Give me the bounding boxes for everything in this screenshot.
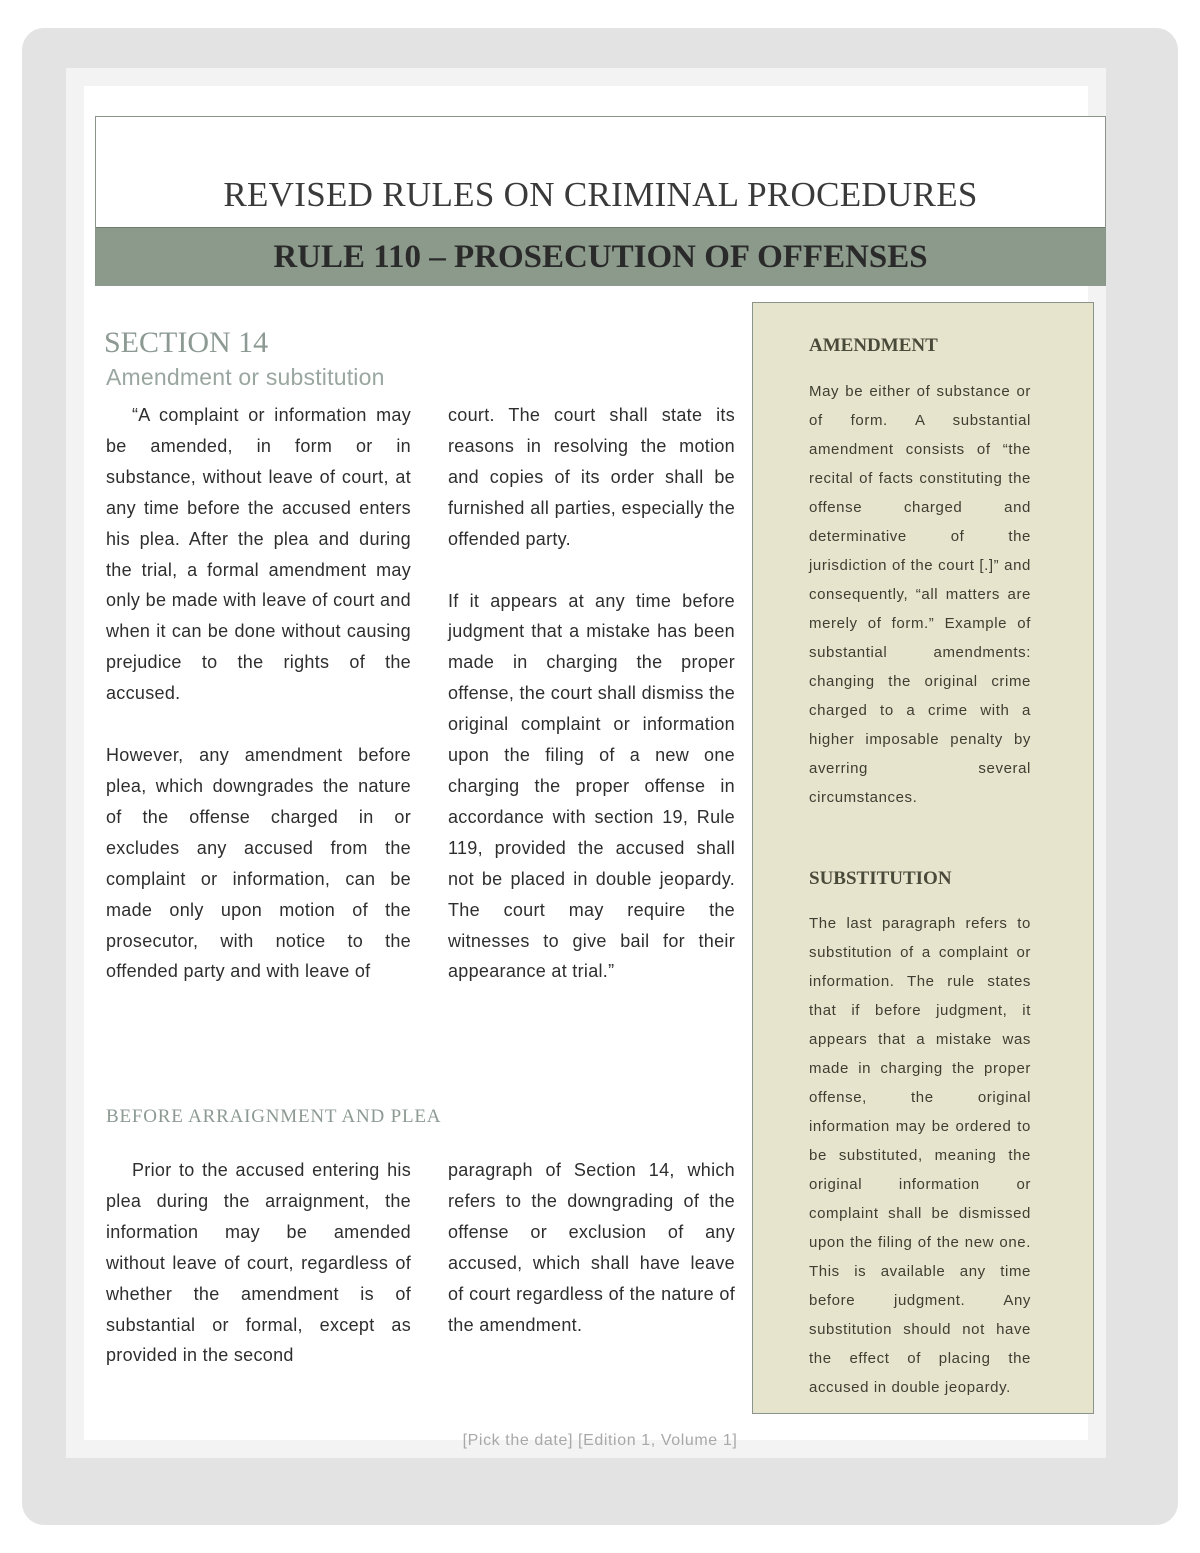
section-subtitle: Amendment or substitution [106, 364, 385, 390]
rule-title-band: RULE 110 – PROSECUTION OF OFFENSES [96, 227, 1105, 286]
arraignment-paragraph: paragraph of Section 14, which refers to the downgrading of the offense or exclusion of any accused, which shall have leave of court regardless of the nature of the amendment. [448, 1160, 735, 1335]
substitution-text: The last paragraph refers to substitution of a complaint or information. The rule states that if before judgment, it appears that a mistake was made in charging the proper offense, the original information may be ordered to be substituted, meaning the original information or complaint shall be dismissed upon the filing of the new one. This is available any time before judgment. Any substitution should not have the effect of placing the accused in double jeopardy. [809, 915, 1031, 1396]
sidebar [752, 302, 1094, 1414]
arraignment-left-column [106, 1155, 411, 1371]
arraignment-right-column [448, 1155, 735, 1340]
section-paragraph: However, any amendment before plea, which downgrades the nature of the offense charged in or excludes any accused from the complaint or information, can be made only upon motion of the prosecutor, with notice to the offended party and with leave of [106, 745, 411, 982]
section-title: SECTION 14 [104, 326, 269, 359]
amendment-heading: AMENDMENT [809, 335, 938, 356]
section-paragraph: court. The court shall state its reasons in resolving the motion and copies of its order shall be furnished all parties, especially the offended party. [448, 405, 735, 549]
substitution-heading: SUBSTITUTION [809, 868, 952, 889]
section-right-column [448, 400, 735, 987]
document-title: REVISED RULES ON CRIMINAL PROCEDURES [223, 175, 978, 214]
amendment-text: May be either of substance or of form. A substantial amendment consists of “the recital of facts constituting the offense charged and determinative of the jurisdiction of the court [.]” and consequently, “all matters are merely of form.” Example of substantial amendments: changing the original crime charged to a crime with a higher imposable penalty by averring several circumstances. [809, 383, 1031, 806]
header-box [95, 116, 1106, 286]
section-left-column [106, 400, 411, 987]
arraignment-paragraph: Prior to the accused entering his plea during the arraignment, the information may be amended without leave of court, regardless of whether the amendment is of substantial or formal, except as provided in the second [106, 1160, 411, 1366]
arraignment-heading: BEFORE ARRAIGNMENT AND PLEA [106, 1106, 442, 1127]
page-footer: [Pick the date] [Edition 1, Volume 1] [462, 1432, 738, 1449]
section-paragraph: If it appears at any time before judgment that a mistake has been made in charging the proper offense, the court shall dismiss the original complaint or information upon the filing of a new one charging the proper offense in accordance with section 19, Rule 119, provided the accused shall not be placed in double jeopardy. The court may require the witnesses to give bail for their appearance at trial.” [448, 590, 735, 982]
section-paragraph: “A complaint or information may be amended, in form or in substance, without leave of court, at any time before the accused enters his plea. After the plea and during the trial, a formal amendment may only be made with leave of court and when it can be done without causing prejudice to the rights of the accused. [106, 405, 411, 704]
